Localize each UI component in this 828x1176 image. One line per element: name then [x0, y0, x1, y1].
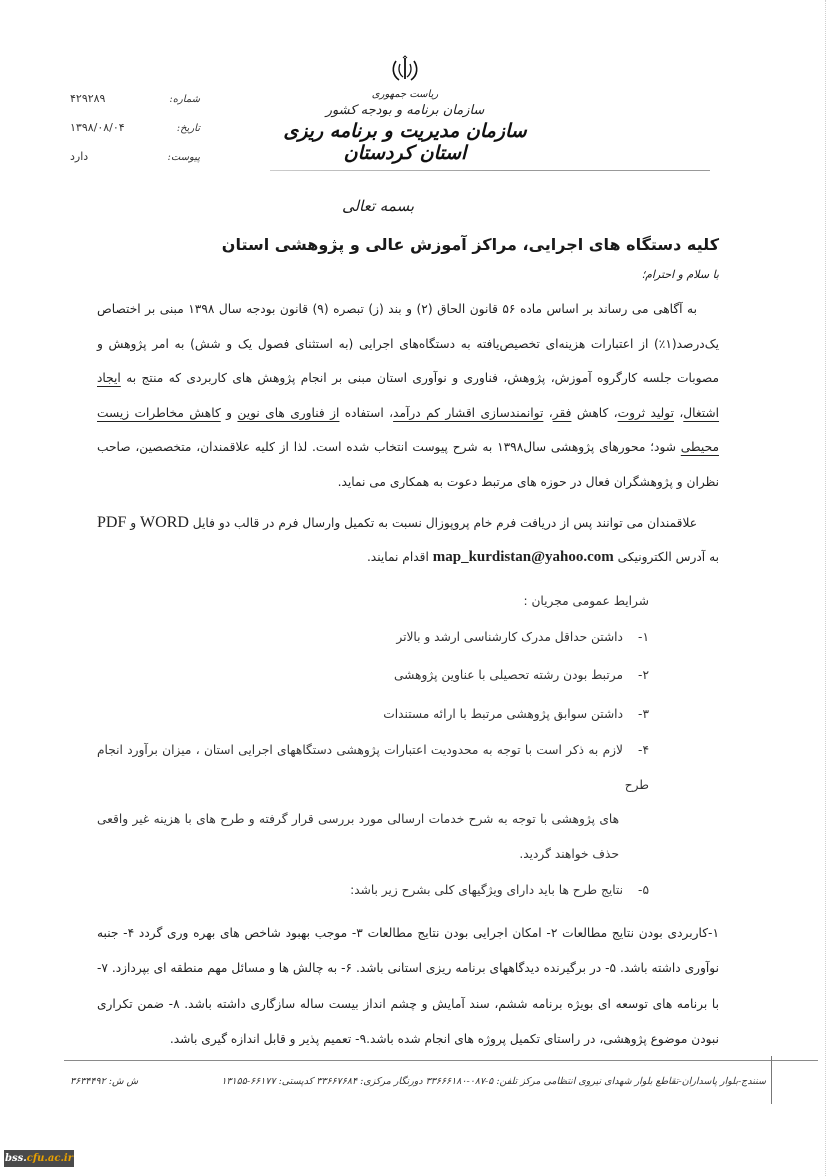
separator: ،: [673, 405, 684, 420]
main-paragraph: [97, 292, 719, 500]
condition-text: داشتن سوابق پژوهشی مرتبط با ارائه مستندات: [383, 706, 623, 721]
topic-wealth: تولید ثروت: [617, 405, 674, 420]
conditions-title: شرایط عمومی مجریان :: [523, 593, 649, 608]
condition-item: [97, 695, 719, 734]
attachment-label: پیوست:: [167, 152, 200, 163]
footer-address: سنندج-بلوار پاسداران-تقاطع بلوار شهدای نیروی انتظامی مرکز تلفن: ۵-۰۸۷-۳۳۶۶۶۱۸۰ دورنگار مرکزی: ۳۳۶۶۷۶۸۴ کدپستی: ۶۶۱۷۷-۱۳۱۵۵: [221, 1075, 766, 1087]
separator: و: [126, 515, 141, 530]
watermark-domain: cfu.ac.ir: [26, 1153, 73, 1164]
separator: ، استفاده: [339, 405, 394, 420]
condition-item: [97, 656, 719, 695]
letter-date: ۱۳۹۸/۰۸/۰۴: [70, 121, 125, 134]
condition-item: [97, 733, 719, 871]
submission-tail: اقدام نمایند.: [366, 549, 433, 564]
meta-date-row: [70, 121, 200, 150]
topic-employment: ایجاد اشتغال: [97, 371, 720, 420]
conditions-list: [97, 618, 719, 910]
condition-number: ۳-: [638, 706, 649, 721]
letterhead: [270, 55, 540, 164]
topic-empowerment: توانمندسازی اقشار کم درآمد: [393, 405, 544, 420]
date-label: تاریخ:: [176, 123, 200, 134]
footer-divider: [64, 1060, 818, 1061]
submission-paragraph: [97, 506, 719, 574]
topic-poverty: فقر: [552, 405, 572, 420]
site-watermark: [4, 1150, 74, 1167]
meta-number-row: [70, 92, 200, 121]
national-org-title: سازمان برنامه و بودجه کشور: [325, 103, 485, 118]
topic-environment: کاهش مخاطرات زیست محیطی: [97, 405, 719, 455]
condition-number: ۲-: [638, 668, 649, 683]
condition-text: لازم به ذکر است با توجه به محدودیت اعتبارات پژوهشی دستگاههای اجرایی استان ، میزان برآورد انجام طرح: [97, 743, 649, 792]
watermark-prefix: bss.: [5, 1153, 27, 1164]
contact-email[interactable]: map_kurdistan@yahoo.com: [432, 548, 614, 565]
condition-item: [97, 618, 719, 657]
condition-text: داشتن حداقل مدرک کارشناسی ارشد و بالاتر: [396, 629, 623, 644]
submission-lead: علاقمندان می توانند پس از دریافت فرم خام پروپوزال نسبت به تکمیل وارسال فرم در قالب دو فایل: [188, 515, 698, 530]
separator: ، کاهش: [571, 405, 618, 420]
letter-footer: [70, 1070, 766, 1092]
presidency-title: ریاست جمهوری: [371, 89, 439, 100]
main-paragraph-lead: به آگاهی می رساند بر اساس ماده ۵۶ قانون الحاق (۲) و بند (ز) تبصره (۹) قانون بودجه سال ۱۳۹۸ مبنی بر اختصاص یک‌درصد(۱٪) از اعتبارات هزینه‌ای تخصیص‌یافته به دستگاه‌های اجرایی (به استثنای فصول یک و شش) به امر پژوهش و مصوبات جلسه کارگروه آموزش، پژوهش، فناوری و نوآوری استان مبنی بر انجام پژوهش های کاربردی که منتج به: [97, 302, 719, 386]
separator: و: [220, 405, 238, 420]
provincial-org-title: سازمان مدیریت و برنامه ریزی استان کردستان: [283, 120, 527, 164]
topic-new-technology: از فناوری های نوین: [237, 405, 340, 420]
recipient-heading: کلیه دستگاه های اجرایی، مراکز آموزش عالی و پژوهشی استان: [221, 235, 719, 254]
scan-edge-artifact: [824, 0, 826, 1176]
condition-number: ۵-: [638, 883, 649, 898]
main-paragraph-tail: شود؛ محورهای پژوهشی سال۱۳۹۸ به شرح پیوست انتخاب شده است. لذا از کلیه علاقمندان، متخصصین، صاحب نظران و پژوهشگران فعال در حوزه های مرتبط دعوت به همکاری می نماید.: [97, 440, 719, 489]
condition-number: ۴-: [638, 743, 649, 758]
condition-text: مرتبط بودن رشته تحصیلی با عناوین پژوهشی: [394, 668, 623, 683]
letter-number: ۴۲۹۲۸۹: [70, 92, 106, 105]
condition-text: نتایج طرح ها باید دارای ویژگیهای کلی بشرح زیر باشد:: [350, 883, 623, 898]
condition-text-continued: های پژوهشی با توجه به شرح خدمات ارسالی مورد بررسی قرار گرفته و طرح های با هزینه غیر واقعی حذف خواهند گردید.: [97, 812, 619, 861]
submission-mid: به آدرس الکترونیکی: [613, 549, 719, 564]
attachment-value: دارد: [70, 150, 89, 163]
footer-fax: ش ش: ۳۶۳۴۴۹۲: [70, 1075, 139, 1087]
letter-meta: [70, 92, 200, 179]
separator: ،: [543, 405, 553, 420]
word-format: WORD: [140, 513, 189, 531]
condition-number: ۱-: [638, 629, 649, 644]
footer-vertical-mark: [771, 1056, 772, 1104]
header-divider: [270, 170, 710, 171]
invocation: بسمه تعالی: [341, 197, 415, 215]
condition-item: [97, 871, 719, 910]
meta-attachment-row: [70, 150, 200, 179]
result-features-paragraph: ۱-کاربردی بودن نتایج مطالعات ۲- امکان اجرایی بودن نتایج مطالعات ۳- موجب بهبود شاخص های بهره وری گردد ۴- جنبه نوآوری داشته باشد. ۵- در برگیرنده دیدگاههای برنامه ریزی استانی باشد. ۶- به چالش ها و مسائل مهم منطقه ای بپردازد. ۷- با برنامه های توسعه ای بویژه برنامه ششم، سند آمایش و چشم انداز بیست ساله سازگاری داشته باشد. ۸- ضمن تکراری نبودن موضوع پژوهشی، در راستای تکمیل پروژه های انجام شده باشد.۹- تعمیم پذیر و قابل اندازه گیری باشد.: [97, 925, 719, 1047]
pdf-format: PDF: [97, 513, 127, 531]
letter-body: [97, 190, 719, 1058]
iran-emblem-icon: [390, 55, 420, 85]
greeting: با سلام و احترام؛: [641, 268, 719, 281]
number-label: شماره:: [169, 94, 200, 105]
